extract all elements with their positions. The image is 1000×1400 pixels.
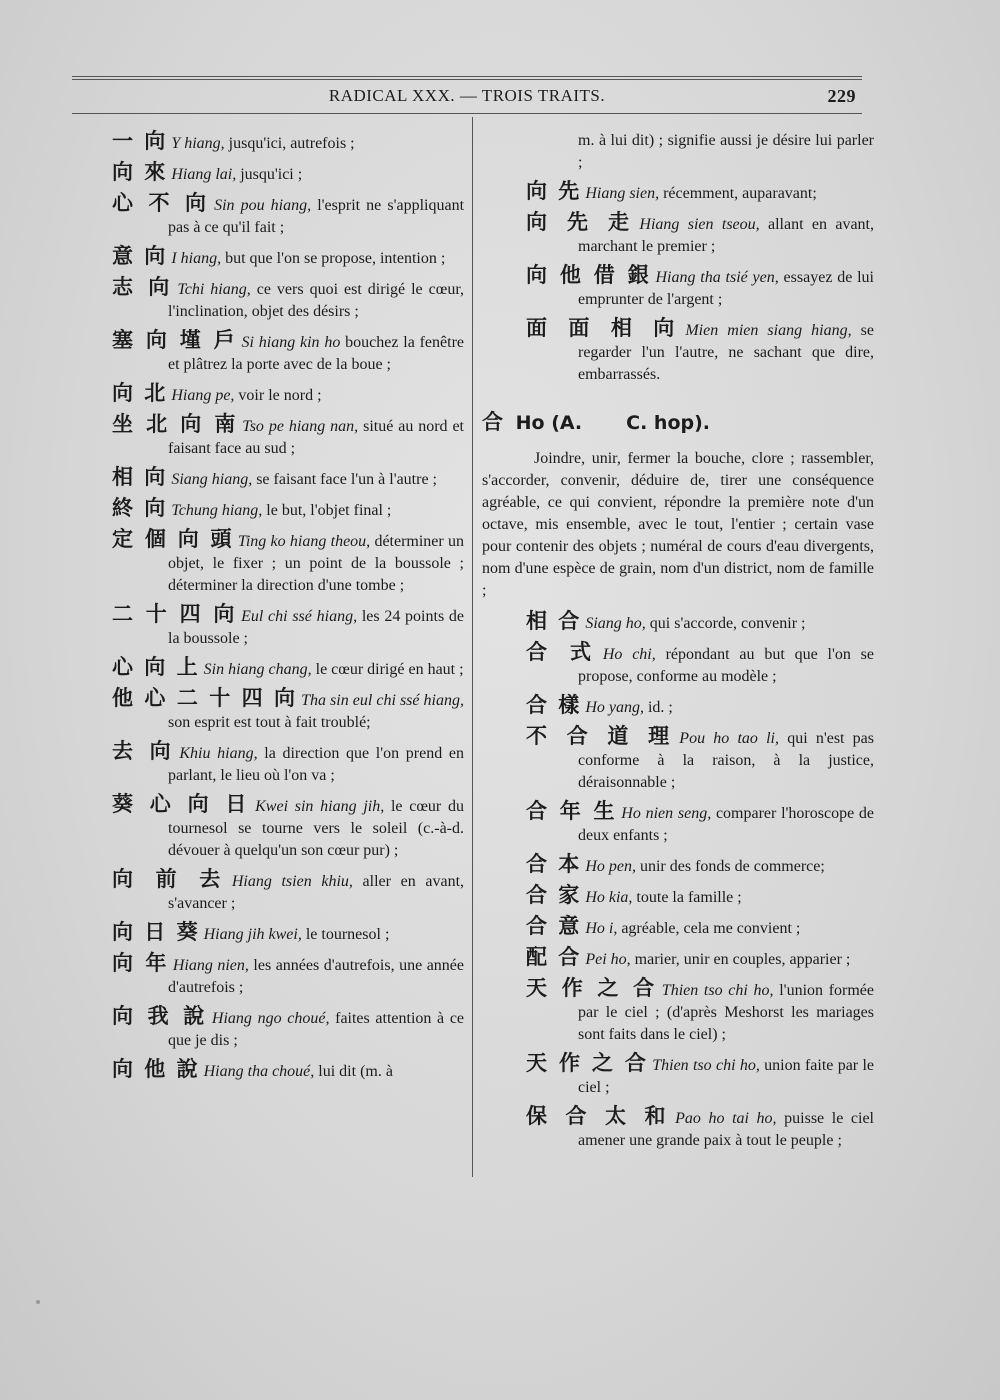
continuation-text: m. à lui dit) ; signifie aussi je désire lui parler ; (578, 132, 874, 171)
dictionary-entry (482, 884, 874, 909)
entry-romanization: Pei ho, (585, 951, 631, 968)
dictionary-entry (112, 1058, 464, 1083)
entry-characters: 向 北 (112, 381, 168, 405)
entry-characters: 配 合 (526, 945, 582, 969)
entry-definition: bouchez la fenêtre et plâtrez la porte avec de la boue ; (168, 334, 464, 373)
entry-characters: 葵 心 向 日 (112, 792, 252, 816)
entry-romanization: Hiang lai, (171, 166, 237, 183)
entry-definition: l'union formée par le ciel ; (d'après Meshorst les mariages sont faits dans le ciel) ; (578, 982, 875, 1043)
entry-definition: comparer l'horoscope de deux enfants ; (578, 805, 874, 844)
entry-romanization: Ho kia, (585, 889, 633, 906)
entry-romanization: Thien tso chi ho, (661, 982, 774, 999)
entry-romanization: Ho nien seng, (621, 805, 712, 822)
entry-definition: puisse le ciel amener une grande paix à tout le peuple ; (578, 1110, 874, 1149)
dictionary-entry (482, 946, 874, 971)
entry-characters: 向 先 走 (526, 210, 636, 234)
entry-characters: 合 家 (526, 883, 582, 907)
entry-romanization: Sin hiang chang, (203, 661, 312, 678)
section-heading-a: Ho (A. (515, 412, 583, 434)
entry-characters: 向 前 去 (112, 867, 228, 891)
entry-definition: jusqu'ici, autrefois ; (224, 135, 355, 152)
dictionary-entry (112, 382, 464, 407)
dictionary-entry (112, 1005, 464, 1052)
entry-characters: 坐 北 向 南 (112, 412, 239, 436)
entry-definition: le tournesol ; (301, 926, 390, 943)
entry-romanization: Tchi hiang, (177, 281, 251, 298)
entry-romanization: Hiang tha tsié yen, (655, 269, 779, 286)
entry-characters: 不 合 道 理 (526, 724, 676, 748)
entry-romanization: Sin pou hiang, (214, 197, 312, 214)
dictionary-entry (112, 161, 464, 186)
entry-definition: unir des fonds de commerce; (635, 858, 825, 875)
entry-romanization: Hiang pe, (171, 387, 235, 404)
entry-definition: les années d'autrefois, une année d'autrefois ; (168, 957, 465, 996)
entry-characters: 天 作 之 合 (526, 976, 658, 1000)
dictionary-entry (482, 1105, 874, 1152)
entry-definition: répondant au but que l'on se propose, conforme au modèle ; (578, 646, 875, 685)
entry-definition: situé au nord et faisant face au sud ; (168, 418, 464, 457)
entry-romanization: Siang hiang, (171, 471, 253, 488)
entry-characters: 合 本 (526, 852, 582, 876)
dictionary-entry (112, 329, 464, 376)
entry-romanization: Y hiang, (171, 135, 225, 152)
dictionary-entry (112, 868, 464, 915)
entry-romanization: Tso pe hiang nan, (242, 418, 359, 435)
entry-characters: 心 不 向 (112, 191, 211, 215)
entry-romanization: Mien mien siang hiang, (685, 322, 852, 339)
entry-characters: 塞 向 墐 戶 (112, 328, 238, 352)
dictionary-entry (482, 725, 874, 794)
entry-romanization: Tha sin eul chi ssé hiang, (301, 692, 464, 709)
entry-characters: 天 作 之 合 (526, 1051, 649, 1075)
dictionary-entry (112, 952, 464, 999)
entry-definition: faites attention à ce que je dis ; (168, 1010, 465, 1049)
entry-characters: 向 年 (112, 951, 169, 975)
entry-definition: allant en avant, marchant le premier ; (578, 216, 875, 255)
running-head (72, 86, 862, 110)
entry-romanization: Ho pen, (585, 858, 636, 875)
entry-definition: union faite par le ciel ; (578, 1057, 875, 1096)
entry-definition: récemment, auparavant; (659, 185, 817, 202)
entry-characters: 合 式 (526, 640, 599, 664)
dictionary-entry (112, 603, 464, 650)
entry-definition: le cœur du tournesol se tourne vers le soleil (c.-à-d. dévouer à quelqu'un son cœur pur) ; (168, 798, 465, 859)
entry-characters: 意 向 (112, 244, 168, 268)
column-divider (472, 117, 473, 1177)
dictionary-entry (482, 610, 874, 635)
entry-definition: son esprit est tout à fait troublé; (168, 714, 371, 731)
dictionary-entry (482, 977, 874, 1046)
entry-characters: 面 面 相 向 (526, 316, 682, 340)
entry-characters: 定 個 向 頭 (112, 527, 234, 551)
entry-characters: 相 向 (112, 465, 168, 489)
entry-definition: les 24 points de la boussole ; (168, 608, 465, 647)
entry-romanization: Hiang tha choué, (203, 1063, 315, 1080)
paper-speck (36, 1300, 40, 1304)
dictionary-entry (112, 466, 464, 491)
entry-characters: 二 十 四 向 (112, 602, 238, 626)
entry-romanization: Ho yang, (585, 699, 644, 716)
dictionary-entry (112, 245, 464, 270)
right-top-entries (482, 180, 874, 386)
entry-characters: 相 合 (526, 609, 582, 633)
dictionary-entry (112, 793, 464, 862)
top-rule (72, 76, 862, 77)
entry-definition: la direction que l'on prend en parlant, le lieu où l'on va ; (168, 745, 465, 784)
entry-romanization: Hiang sien tseou, (639, 216, 760, 233)
dictionary-entry (482, 1052, 874, 1099)
dictionary-entry (112, 921, 464, 946)
entry-romanization: Hiang tsien khiu, (231, 873, 353, 890)
left-column (112, 130, 464, 1089)
entry-definition: lui dit (m. à (314, 1063, 393, 1080)
entry-characters: 向 他 說 (112, 1057, 200, 1081)
entry-definition: voir le nord ; (234, 387, 322, 404)
entry-romanization: Ting ko hiang theou, (237, 533, 371, 550)
entry-characters: 向 來 (112, 160, 168, 184)
dictionary-entry (482, 915, 874, 940)
entry-characters: 終 向 (112, 496, 168, 520)
entry-characters: 向 先 (526, 179, 582, 203)
dictionary-entry (112, 192, 464, 239)
dictionary-entry (112, 413, 464, 460)
entry-definition: marier, unir en couples, apparier ; (630, 951, 851, 968)
running-title: RADICAL XXX. — TROIS TRAITS. (328, 86, 606, 105)
dictionary-entry (482, 853, 874, 878)
entry-definition: l'esprit ne s'appliquant pas à ce qu'il fait ; (168, 197, 465, 236)
section-definition: Joindre, unir, fermer la bouche, clore ; rassembler, s'accorder, convenir, déduire de, tirer une conséquence agréable, ce qui convient, répondre la première note d'un octave, mis ensemble, avec le tout, l'entier ; certain vase pour contenir des objets ; numéral de cours d'eau divergents, nom d'une espèce de grain, nom d'un district, nom de famille ; (482, 450, 874, 599)
right-bottom-entries (482, 610, 874, 1152)
section-heading (482, 406, 874, 436)
entry-definition: essayez de lui emprunter de l'argent ; (578, 269, 875, 308)
entry-definition: se faisant face l'un à l'autre ; (252, 471, 437, 488)
entry-definition: id. ; (643, 699, 673, 716)
entry-romanization: Pao ho tai ho, (675, 1110, 777, 1127)
entry-characters: 他 心 二 十 四 向 (112, 686, 298, 710)
header-rule (72, 113, 862, 114)
section-character: 合 (482, 410, 505, 434)
right-column (482, 130, 874, 1158)
dictionary-entry (112, 528, 464, 597)
entry-characters: 向 他 借 銀 (526, 263, 652, 287)
entry-characters: 向 日 葵 (112, 920, 200, 944)
entry-romanization: Ho chi, (602, 646, 656, 663)
entry-definition: but que l'on se propose, intention ; (221, 250, 446, 267)
entry-romanization: Eul chi ssé hiang, (241, 608, 358, 625)
entry-definition: se regarder l'un l'autre, ne sachant que dire, embarrassés. (578, 322, 875, 383)
entry-definition: le but, l'objet final ; (262, 502, 392, 519)
dictionary-entry (112, 130, 464, 155)
dictionary-entry (482, 317, 874, 386)
entry-definition: agréable, cela me convient ; (617, 920, 801, 937)
entry-romanization: Kwei sin hiang jih, (255, 798, 385, 815)
entry-characters: 合 意 (526, 914, 582, 938)
entry-definition: jusqu'ici ; (236, 166, 303, 183)
entry-romanization: Hiang nien, (172, 957, 249, 974)
entry-romanization: Thien tso chi ho, (652, 1057, 760, 1074)
page-number: 229 (827, 86, 856, 106)
entry-characters: 保 合 太 和 (526, 1104, 672, 1128)
entry-romanization: Tchung hiang, (171, 502, 263, 519)
top-rule-inner (72, 79, 862, 80)
entry-definition: ce vers quoi est dirigé le cœur, l'inclination, objet des désirs ; (168, 281, 465, 320)
entry-characters: 合 樣 (526, 693, 582, 717)
entry-romanization: Siang ho, (585, 615, 646, 632)
entry-romanization: Ho i, (585, 920, 618, 937)
dictionary-entry (482, 641, 874, 688)
dictionary-entry (482, 800, 874, 847)
entry-definition: le cœur dirigé en haut ; (311, 661, 464, 678)
entry-characters: 向 我 說 (112, 1004, 208, 1028)
entry-definition: déterminer un objet, le fixer ; un point de la boussole ; déterminer la direction d'une tombe ; (168, 533, 465, 594)
entry-romanization: Pou ho tao li, (679, 730, 779, 747)
entry-romanization: Hiang jih kwei, (203, 926, 302, 943)
entry-definition: qui n'est pas conforme à la raison, à la justice, déraisonnable ; (578, 730, 875, 791)
entry-romanization: Khiu hiang, (179, 745, 258, 762)
entry-romanization: I hiang, (171, 250, 222, 267)
dictionary-entry (112, 276, 464, 323)
entry-definition: aller en avant, s'avancer ; (168, 873, 465, 912)
dictionary-entry (112, 497, 464, 522)
dictionary-entry (482, 694, 874, 719)
entry-characters: 合 年 生 (526, 799, 618, 823)
entry-characters: 去 向 (112, 739, 176, 763)
dictionary-entry (112, 740, 464, 787)
entry-characters: 心 向 上 (112, 655, 200, 679)
dictionary-entry (482, 211, 874, 258)
dictionary-entry (112, 687, 464, 734)
dictionary-entry (112, 656, 464, 681)
entry-definition: toute la famille ; (632, 889, 742, 906)
entry-romanization: Hiang sien, (585, 185, 660, 202)
entry-characters: 志 向 (112, 275, 174, 299)
entry-characters: 一 向 (112, 129, 168, 153)
entry-definition: qui s'accorde, convenir ; (645, 615, 806, 632)
entry-romanization: Hiang ngo choué, (211, 1010, 330, 1027)
dictionary-entry (482, 180, 874, 205)
dictionary-entry (482, 264, 874, 311)
entry-romanization: Si hiang kin ho (241, 334, 341, 351)
section-heading-b: C. hop). (626, 412, 711, 434)
